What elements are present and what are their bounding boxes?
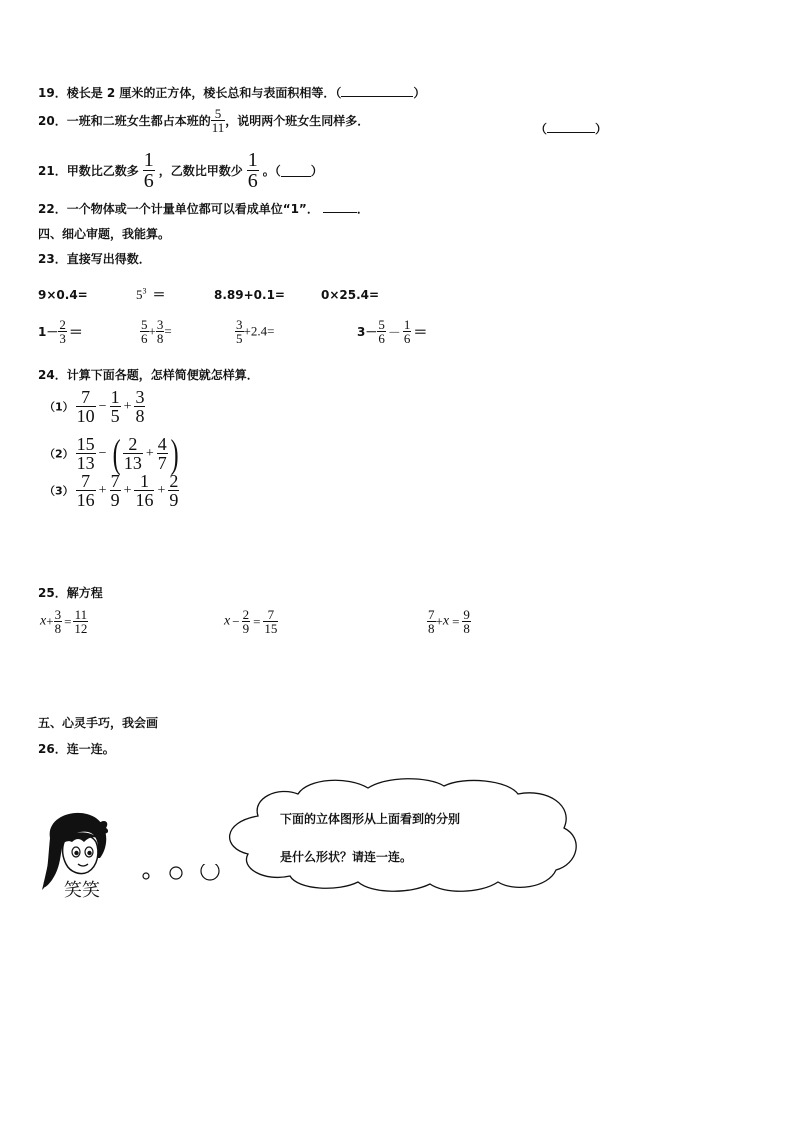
- mental-calc: $\frac{3}{5}$ +2.4=: [236, 317, 275, 346]
- q20-answer: （ ）: [535, 122, 608, 136]
- answer-blank[interactable]: [281, 164, 311, 177]
- fraction: $\frac{1}{6}$: [247, 149, 258, 192]
- girl-icon: [38, 808, 128, 904]
- fraction: $\frac{1}{6}$: [143, 149, 154, 192]
- answer-blank[interactable]: [341, 84, 413, 97]
- question-20: 20．一班和二班女生都占本班的 $\frac{5}{11}$ ，说明两个班女生同样多．: [38, 106, 370, 135]
- calc-problem-2: （2） $\frac{15}{13}$ − ( $\frac{2}{13}$ + $\frac{4}{7}$ ): [44, 431, 179, 476]
- q19-text: 19．棱长是 2 厘米的正方体，棱长总和与表面积相等．（: [38, 86, 342, 100]
- question-24-title: 24．计算下面各题，怎样简便就怎样算．: [38, 368, 259, 382]
- cloud-text-line-2: 是什么形状？请连一连。: [280, 850, 413, 864]
- question-26-title: 26．连一连。: [38, 742, 115, 756]
- question-22: 22．一个物体或一个计量单位都可以看成单位“1”． ．: [38, 202, 369, 216]
- section-heading: 五、心灵手巧，我会画: [38, 716, 159, 730]
- mental-calc: 3－ $\frac{5}{6}$ － $\frac{1}{6}$ ＝: [357, 317, 428, 346]
- equation-1: x+ $\frac{3}{8}$ = $\frac{11}{12}$: [40, 607, 88, 636]
- thought-dots: [140, 864, 224, 892]
- question-21: 21．甲数比乙数多 $\frac{1}{6}$ ，乙数比甲数少 $\frac{1}{6}$ 。（ ）: [38, 149, 323, 192]
- mental-calc: $5^3$ ＝: [136, 286, 166, 303]
- mental-calc: $\frac{5}{6}$ + $\frac{3}{8}$ =: [141, 317, 172, 346]
- fraction: $\frac{5}{11}$: [211, 106, 225, 135]
- mental-calc: 0×25.4=: [321, 288, 380, 302]
- cloud-text-line-1: 下面的立体图形从上面看到的分别: [280, 812, 461, 826]
- question-19: 19．棱长是 2 厘米的正方体，棱长总和与表面积相等．（ ）: [38, 86, 426, 100]
- answer-blank[interactable]: [547, 120, 595, 133]
- girl-name-label: 笑笑: [64, 880, 100, 901]
- girl-illustration: [38, 808, 128, 904]
- calc-problem-3: （3） $\frac{7}{16}$ + $\frac{7}{9}$ + $\frac{1}{16}$ + $\frac{2}{9}$: [44, 471, 179, 510]
- calc-problem-1: （1） $\frac{7}{10}$ − $\frac{1}{5}$ + $\frac{3}{8}$: [44, 387, 145, 426]
- question-25-title: 25．解方程: [38, 586, 103, 600]
- answer-blank[interactable]: [323, 200, 357, 213]
- q20-text: 20．一班和二班女生都占本班的: [38, 114, 211, 128]
- question-23-title: 23．直接写出得数．: [38, 252, 151, 266]
- speech-cloud: [218, 776, 584, 894]
- mental-calc: 8.89+0.1=: [214, 288, 285, 302]
- cloud-icon: [218, 776, 584, 894]
- mental-calc: 1－ $\frac{2}{3}$ ＝: [38, 317, 83, 346]
- equation-2: x − $\frac{2}{9}$ = $\frac{7}{15}$: [224, 607, 278, 636]
- equation-3: $\frac{7}{8}$ +x = $\frac{9}{8}$: [428, 607, 470, 636]
- mental-calc: 9×0.4=: [38, 288, 88, 302]
- section-heading: 四、细心审题，我能算。: [38, 227, 171, 241]
